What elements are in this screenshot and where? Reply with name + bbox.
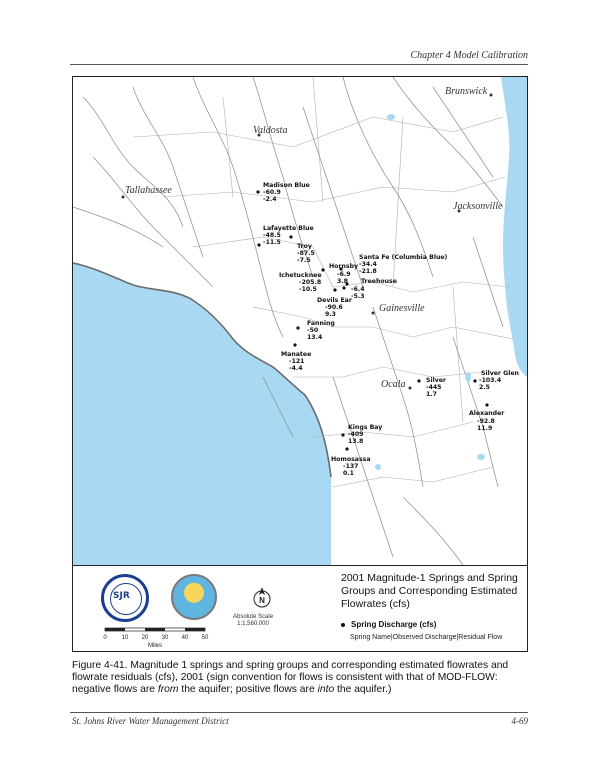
svg-text:-48.5: -48.5 xyxy=(263,232,281,239)
svg-text:Hornsby: Hornsby xyxy=(329,263,359,270)
sjrwmd-logo: SJR xyxy=(101,574,149,622)
svg-text:-11.5: -11.5 xyxy=(263,239,281,246)
svg-text:Devils Ear: Devils Ear xyxy=(317,297,352,304)
svg-text:Ichetucknee: Ichetucknee xyxy=(279,272,322,279)
svg-text:Gainesville: Gainesville xyxy=(379,303,425,314)
svg-text:1.7: 1.7 xyxy=(426,391,437,398)
svg-text:0.1: 0.1 xyxy=(343,470,354,477)
spring-kings-bay xyxy=(341,424,382,445)
svg-text:40: 40 xyxy=(181,635,189,641)
legend-title: 2001 Magnitude-1 Springs and Spring Groups and Corresponding Estimated Flowrates (cfs) xyxy=(341,572,518,610)
map-svg xyxy=(73,77,527,565)
spring-manatee xyxy=(281,343,311,372)
spring-hornsby xyxy=(329,263,358,286)
svg-text:-2.4: -2.4 xyxy=(263,196,277,203)
svg-text:-6.9: -6.9 xyxy=(337,271,351,278)
legend-panel xyxy=(73,565,527,652)
svg-text:Silver Glen: Silver Glen xyxy=(481,370,519,377)
spring-silver xyxy=(417,377,447,398)
svg-text:-50: -50 xyxy=(307,327,319,334)
svg-text:Tallahassee: Tallahassee xyxy=(125,185,172,196)
svg-text:-121: -121 xyxy=(289,358,305,365)
svg-text:-34.4: -34.4 xyxy=(359,261,377,268)
svg-text:11.9: 11.9 xyxy=(477,425,493,432)
svg-text:Miles: Miles xyxy=(147,643,163,649)
map-area xyxy=(73,77,527,565)
map-frame xyxy=(72,76,528,652)
figure-caption: Figure 4-41. Magnitude 1 springs and spring groups and corresponding estimated flowrates and flowrate residuals (cfs), 2001 (sign convention for flows is consistent with that of MOD-FLOW: negative flows are from the aquifer; positive flows are into the aquifer.) xyxy=(72,660,509,695)
svg-text:-409: -409 xyxy=(348,431,364,438)
svg-text:Santa Fe (Columbia Blue): Santa Fe (Columbia Blue) xyxy=(359,254,448,261)
svg-text:13.8: 13.8 xyxy=(348,438,364,445)
absolute-scale-label: Absolute Scale 1:1,560,000 xyxy=(233,614,274,627)
svg-text:Kings Bay: Kings Bay xyxy=(348,424,383,431)
svg-text:Manatee: Manatee xyxy=(281,351,312,358)
city-valdosta xyxy=(253,125,287,137)
svg-text:Ocala: Ocala xyxy=(381,379,406,390)
svg-text:3.8: 3.8 xyxy=(337,278,348,285)
svg-text:-5.3: -5.3 xyxy=(351,293,365,300)
gulf-water xyxy=(73,263,331,565)
svg-text:-7.5: -7.5 xyxy=(297,257,311,264)
header-rule xyxy=(70,64,528,65)
svg-text:Silver: Silver xyxy=(426,377,446,384)
svg-text:Valdosta: Valdosta xyxy=(253,125,288,136)
city-brunswick xyxy=(445,86,493,97)
svg-text:Brunswick: Brunswick xyxy=(445,86,488,97)
legend-symbol-row: Spring Discharge (cfs) xyxy=(341,620,436,629)
city-jacksonville xyxy=(453,201,503,213)
atlantic-water xyxy=(501,77,527,377)
spring-fanning xyxy=(296,320,334,341)
city-ocala xyxy=(381,379,412,390)
spring-troy xyxy=(289,235,314,264)
svg-text:20: 20 xyxy=(141,635,149,641)
svg-text:-21.8: -21.8 xyxy=(359,268,377,275)
svg-text:9.3: 9.3 xyxy=(325,311,336,318)
legend-symbol-description: Spring Name|Observed Discharge|Residual Flow xyxy=(350,634,503,641)
spring-silver-glen xyxy=(473,370,519,391)
svg-text:2.5: 2.5 xyxy=(479,384,490,391)
svg-text:-4.4: -4.4 xyxy=(289,365,303,372)
svg-text:-445: -445 xyxy=(426,384,442,391)
chapter-header: Chapter 4 Model Calibration xyxy=(410,50,528,61)
scale-bar xyxy=(101,624,231,650)
svg-text:-6.4: -6.4 xyxy=(351,286,365,293)
footer-rule xyxy=(70,712,528,713)
page-number: 4-69 xyxy=(511,716,528,726)
svg-text:-90.6: -90.6 xyxy=(325,304,343,311)
svg-text:-103.4: -103.4 xyxy=(479,377,502,384)
district-seal-logo xyxy=(171,574,217,620)
svg-text:-137: -137 xyxy=(343,463,359,470)
svg-text:-10.5: -10.5 xyxy=(299,286,317,293)
north-arrow-icon xyxy=(251,586,273,608)
svg-text:Fanning: Fanning xyxy=(307,320,335,327)
svg-text:Lafayette Blue: Lafayette Blue xyxy=(263,225,314,232)
spring-dot-icon xyxy=(341,623,345,627)
svg-text:N: N xyxy=(259,596,265,605)
svg-text:Troy: Troy xyxy=(297,243,312,250)
svg-text:30: 30 xyxy=(161,635,169,641)
svg-text:10: 10 xyxy=(121,635,129,641)
svg-text:Jacksonville: Jacksonville xyxy=(453,201,503,212)
svg-text:Alexander: Alexander xyxy=(469,410,505,417)
svg-text:-205.8: -205.8 xyxy=(299,279,322,286)
svg-text:13.4: 13.4 xyxy=(307,334,323,341)
spring-ichetucknee xyxy=(279,268,325,293)
spring-devils-ear xyxy=(317,288,353,318)
spring-alexander xyxy=(469,403,505,432)
footer-organization: St. Johns River Water Management District xyxy=(72,716,229,726)
svg-text:-92.8: -92.8 xyxy=(477,418,495,425)
spring-madison-blue xyxy=(256,182,309,203)
svg-text:Treehouse: Treehouse xyxy=(361,278,397,285)
svg-text:Homosassa: Homosassa xyxy=(331,456,371,463)
svg-text:Madison Blue: Madison Blue xyxy=(263,182,310,189)
svg-text:-60.9: -60.9 xyxy=(263,189,281,196)
svg-text:-87.5: -87.5 xyxy=(297,250,315,257)
city-gainesville xyxy=(372,303,426,315)
svg-text:0: 0 xyxy=(103,635,107,641)
svg-text:50: 50 xyxy=(201,635,209,641)
